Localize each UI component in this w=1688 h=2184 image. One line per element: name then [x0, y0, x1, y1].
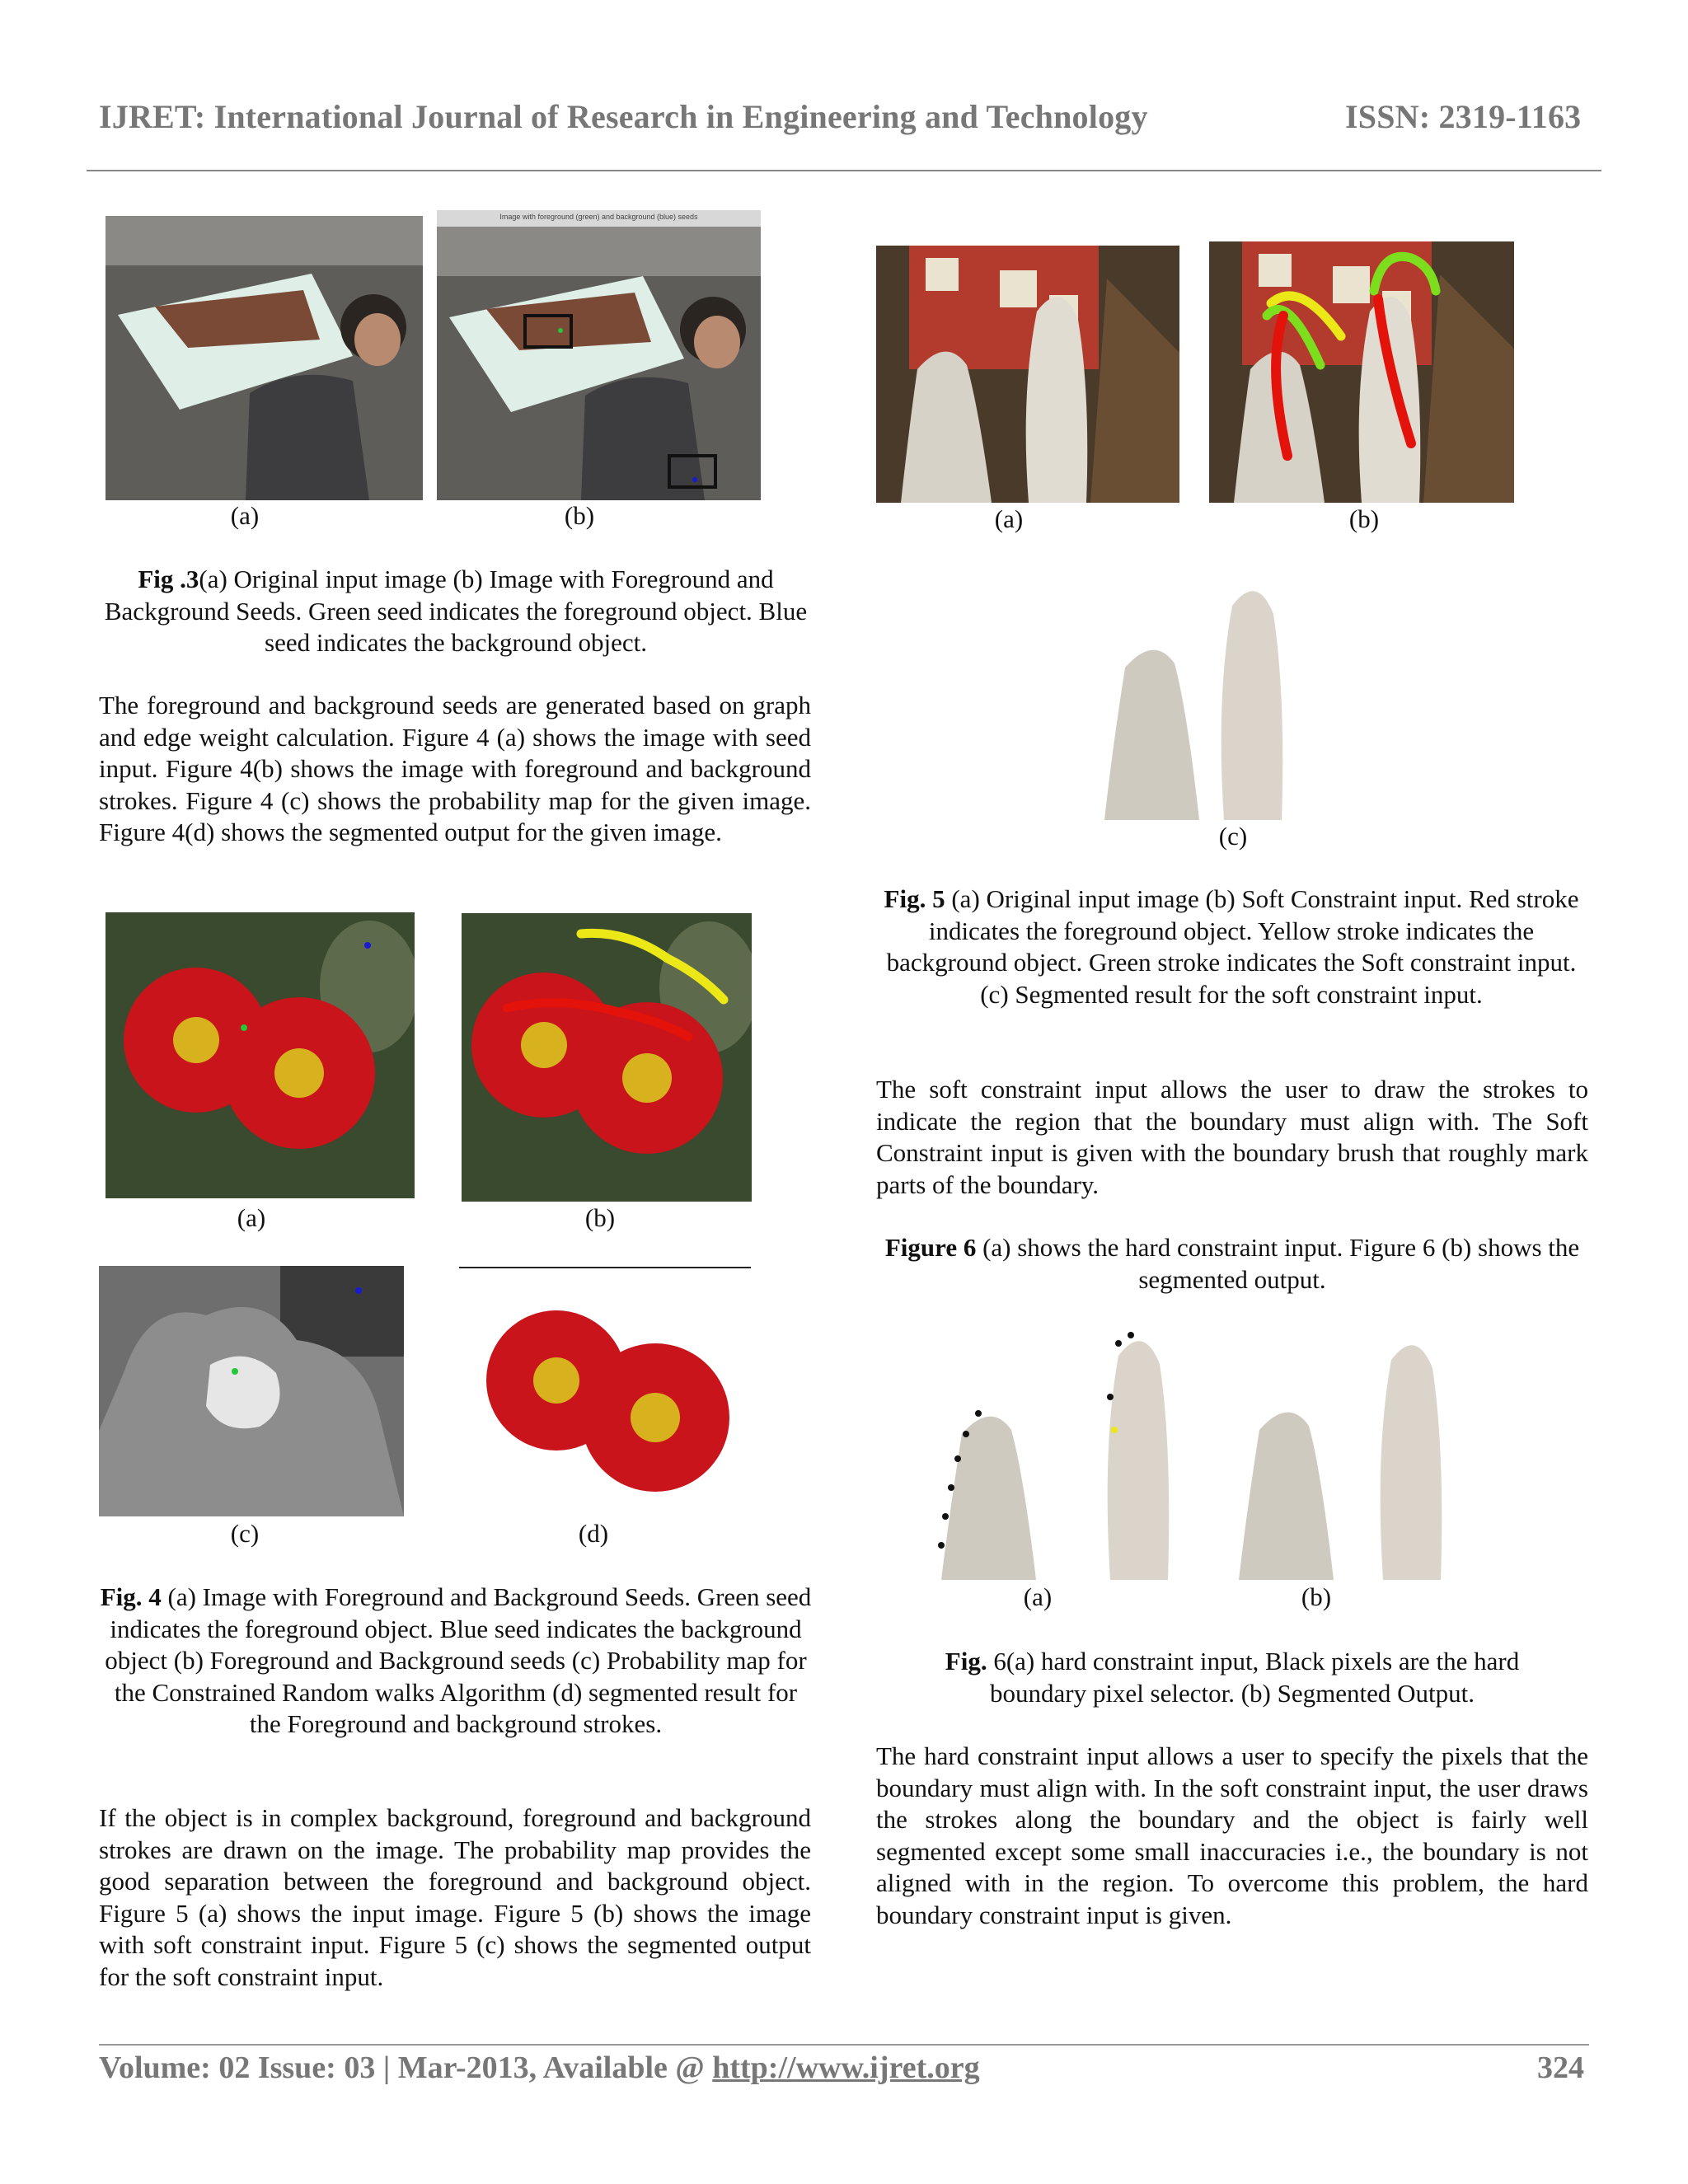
page-number: 324: [1537, 2050, 1584, 2085]
footer-link[interactable]: http://www.ijret.org: [712, 2050, 980, 2085]
fig3-label-a: (a): [230, 501, 260, 530]
fig4c-probability-map: [99, 1266, 404, 1516]
fig3-caption: [97, 564, 814, 659]
fig4-caption-label: Fig. 4: [100, 1582, 162, 1611]
fig6-caption: [907, 1646, 1558, 1709]
fig6-caption-text: 6(a) hard constraint input, Black pixels are the hard boundary pixel selector. (b) Segmented Output.: [987, 1647, 1520, 1708]
fig4b-image: [462, 913, 752, 1202]
header-rule: [87, 170, 1601, 171]
fig3-caption-label: Fig .3: [138, 565, 199, 593]
fig4-label-a: (a): [237, 1203, 266, 1232]
paragraph-5: The hard constraint input allows a user to specify the pixels that the boundary must align with. In the soft constraint input, the user draws the strokes along the boundary and the object is fairly well segmented except some small inaccuracies i.e., the boundary is not aligned with in the region. To overcome this problem, the hard boundary constraint input is given.: [876, 1741, 1588, 1929]
fig4-label-c: (c): [230, 1519, 260, 1548]
fig5-caption-label: Fig. 5: [884, 884, 945, 913]
fig3-caption-text: (a) Original input image (b) Image with Foreground and Background Seeds. Green seed indicates the foreground object. Blue seed indicates the background object.: [104, 565, 808, 657]
fig5-label-b: (b): [1348, 504, 1380, 533]
fig4-caption-text: (a) Image with Foreground and Background Seeds. Green seed indicates the foreground object. Blue seed indicates the background object (b) Foreground and Background seeds (c) Probability map for the Constrained Random walks Algorithm (d) segmented result for the Foreground and background strokes.: [105, 1582, 812, 1738]
fig6-caption-label: Fig.: [945, 1647, 987, 1675]
fig6-label-a: (a): [1023, 1582, 1053, 1611]
paragraph-1: The foreground and background seeds are generated based on graph and edge weight calculation. Figure 4 (a) shows the image with seed input. Figure 4(b) shows the image with foreground and background strokes. Figure 4 (c) shows the probability map for the given image. Figure 4(d) shows the segmented output for the given image.: [99, 691, 811, 846]
fig6-label-b: (b): [1301, 1582, 1332, 1611]
fig5c-segmented-image: [1088, 565, 1311, 820]
fig5-label-c: (c): [1218, 822, 1248, 851]
footer-volume: [99, 2050, 980, 2086]
paragraph-3: The soft constraint input allows the user to draw the strokes to indicate the region that the boundary must align with. The Soft Constraint input is given with the boundary brush that roughly mark parts of the boundary.: [876, 1075, 1588, 1199]
footer-rule: [99, 2044, 1589, 2046]
fig3a-image: [106, 216, 423, 500]
paragraph-4: [876, 1232, 1588, 1296]
fig4a-image: [106, 912, 415, 1198]
fig4d-segmented-image: [462, 1282, 750, 1516]
fig3-label-b: (b): [564, 501, 595, 530]
fig4d-top-rule: [459, 1267, 751, 1268]
fig5-caption: [875, 883, 1587, 1010]
issn: ISSN: 2319-1163: [1345, 98, 1582, 135]
fig5a-image: [876, 246, 1179, 503]
paragraph-2: If the object is in complex background, foreground and background strokes are drawn on the image. The probability map provides the good separation between the foreground and background object. Figure 5 (a) shows the input image. Figure 5 (b) shows the image with soft constraint input. Figure 5 (c) shows the segmented output for the soft constraint input.: [99, 1803, 811, 1991]
fig4-label-d: (d): [578, 1519, 609, 1548]
fig3b-image: [437, 210, 761, 500]
fig4-caption: [97, 1582, 814, 1741]
fig5-label-a: (a): [994, 504, 1024, 533]
journal-title: IJRET: International Journal of Research in Engineering and Technology: [99, 98, 1148, 135]
fig6b-image: [1222, 1327, 1470, 1580]
fig4-label-b: (b): [584, 1203, 616, 1232]
fig3b-subtitle: Image with foreground (green) and background (blue) seeds: [499, 213, 698, 221]
fig5b-image: [1209, 241, 1514, 503]
paragraph-4-bold: Figure 6: [884, 1233, 977, 1262]
fig5-caption-text: (a) Original input image (b) Soft Constraint input. Red stroke indicates the foreground object. Yellow stroke indicates the background object. Green stroke indicates the Soft constraint input. (c) Segmented result for the soft constraint input.: [886, 884, 1579, 1009]
paragraph-4-text: (a) shows the hard constraint input. Figure 6 (b) shows the segmented output.: [976, 1233, 1580, 1294]
fig6a-image: [925, 1323, 1193, 1580]
footer-prefix: Volume: 02 Issue: 03 | Mar-2013, Available @: [99, 2050, 713, 2085]
